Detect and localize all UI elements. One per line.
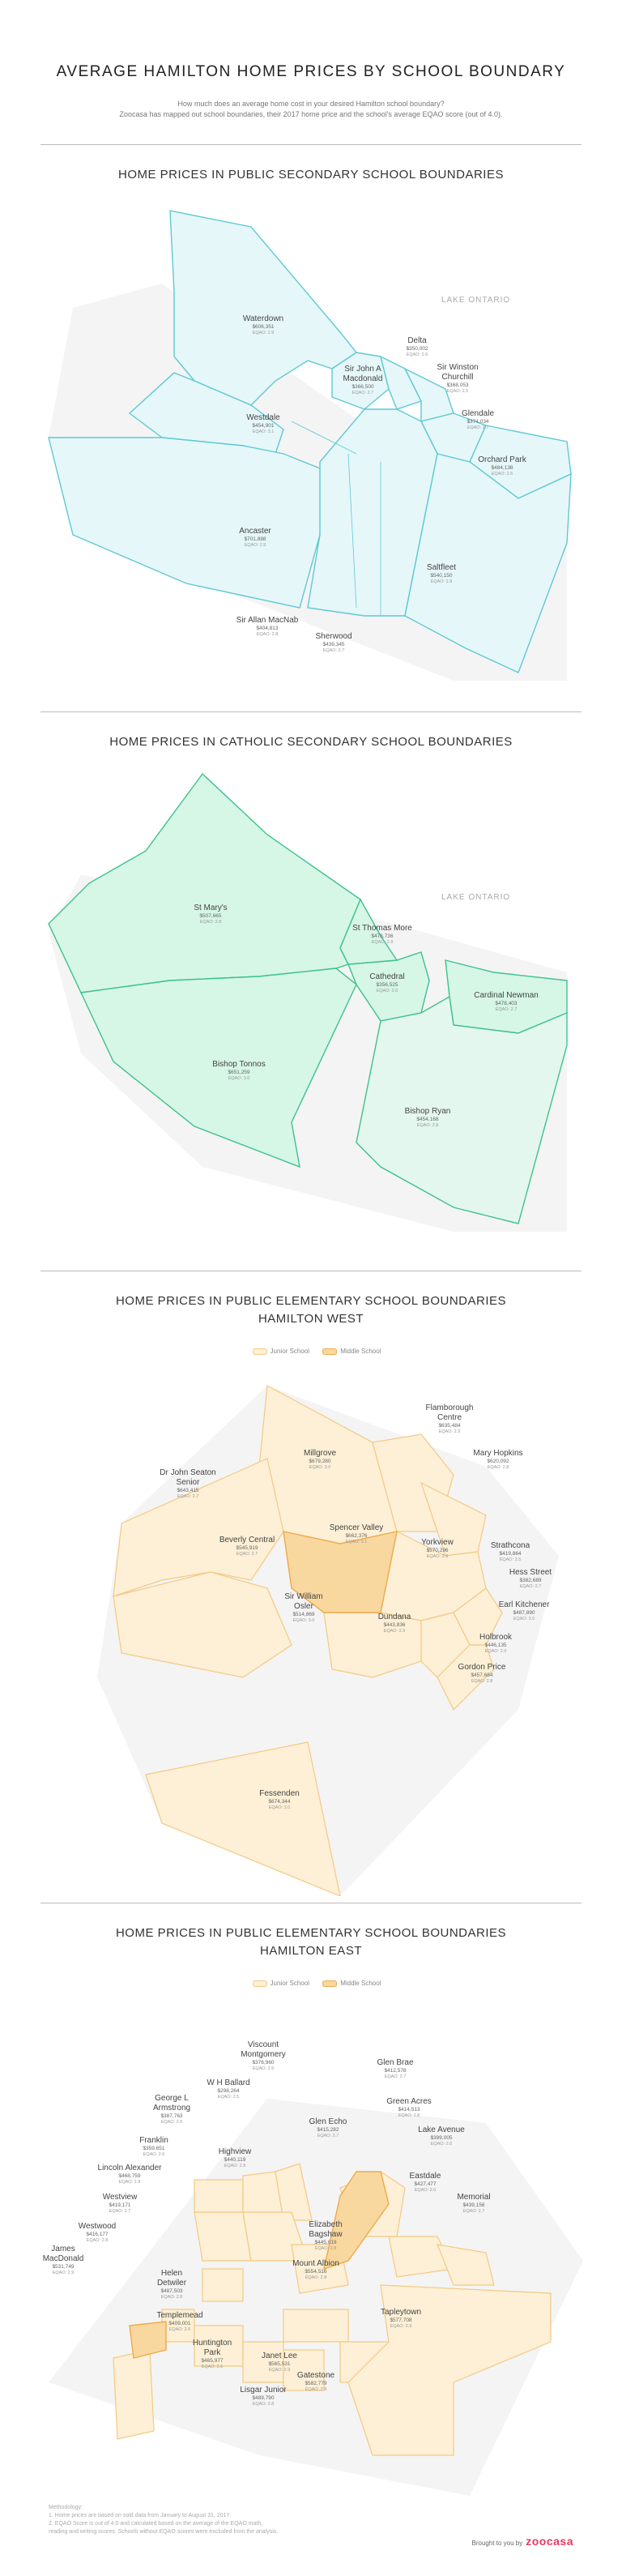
school-label: Gordon Price $457,684 EQAO: 2.8 [458,1663,506,1684]
school-label: St Thomas More $478,736 EQAO: 2.9 [352,924,412,945]
school-label: Delta $350,002 EQAO: 2.6 [406,336,428,357]
lake-ontario-label: LAKE ONTARIO [441,893,511,902]
brand-credit [472,2535,573,2548]
catholic-map [0,762,622,1248]
west-map [0,1369,622,1896]
school-label: Holbrook $446,135 EQAO: 2.9 [479,1633,513,1654]
school-label: Dr John Seaton Senior $643,415 EQAO: 2.7 [160,1468,216,1499]
divider [40,144,582,145]
boundary-franklin [194,2212,251,2261]
school-label: Waterdown $606,351 EQAO: 2.9 [242,314,284,335]
school-label: Millgrove $679,280 EQAO: 3.0 [303,1449,337,1470]
school-label: Eastdale $427,477 EQAO: 2.6 [409,2172,441,2193]
school-label: Sir Allan MacNab $404,813 EQAO: 2.8 [236,616,299,637]
west-title-line-1: HOME PRICES IN PUBLIC ELEMENTARY SCHOOL BOUNDARIES [115,1294,507,1308]
boundary-lincoln [202,2269,243,2301]
school-label: W H Ballard $298,264 EQAO: 2.5 [207,2078,250,2100]
school-label: Hess Street $382,689 EQAO: 2.7 [509,1568,552,1589]
school-label: Helen Detwiler $487,503 EQAO: 2.8 [156,2269,187,2300]
junior-legend-label: Junior School [270,1348,309,1355]
school-label: Cathedral $356,525 EQAO: 2.6 [369,972,405,993]
school-label: Dundana $443,836 EQAO: 2.9 [377,1613,411,1634]
school-label: Sir John A Macdonald $366,500 EQAO: 2.7 [343,365,383,395]
school-label: Cardinal Newman $478,403 EQAO: 2.7 [474,991,539,1012]
intro-text [0,99,622,120]
school-label: Glendale $374,034 EQAO: 2.7 [461,409,495,430]
school-label: Glen Brae $412,578 EQAO: 2.7 [377,2058,414,2079]
school-label: Templemead $409,001 EQAO: 2.6 [156,2311,203,2332]
methodology-heading: Methodology: [49,2505,83,2510]
intro-line-1: How much does an average home cost in your desired Hamilton school boundary? [177,100,445,108]
school-label: St Mary's $507,665 EQAO: 2.8 [194,904,228,925]
school-label: Bishop Ryan $454,168 EQAO: 2.8 [404,1107,451,1128]
middle-legend-label: Middle School [340,1348,381,1355]
secondary-map-svg [0,194,622,681]
school-label: Earl Kitchener $487,890 EQAO: 3.0 [498,1600,550,1621]
east-section-title [0,1925,622,1960]
divider [40,711,582,712]
school-label: Ancaster $701,888 EQAO: 2.9 [239,527,271,548]
school-label: Lisgar Junior $489,790 EQAO: 2.8 [240,2386,287,2407]
east-title-line-2: HAMILTON EAST [260,1944,362,1958]
school-label: Fessenden $674,344 EQAO: 3.0 [259,1789,300,1810]
school-label: Sherwood $439,345 EQAO: 2.7 [315,632,352,653]
west-legend [0,1348,622,1355]
zoocasa-logo[interactable]: zoocasa [526,2535,573,2548]
lake-ontario-label: LAKE ONTARIO [441,296,511,305]
east-map [0,2001,622,2496]
west-section-title [0,1292,622,1328]
west-title-line-2: HAMILTON WEST [258,1312,364,1326]
east-title-line-1: HOME PRICES IN PUBLIC ELEMENTARY SCHOOL BOUNDARIES [115,1926,507,1940]
methodology-line-3: reading and writing scores. Schools without EQAO scores were excluded from the analysis. [49,2529,279,2535]
secondary-map [0,194,622,681]
junior-swatch [253,1980,267,1987]
boundary-ancaster [49,438,324,608]
school-label: Mount Albion $554,516 EQAO: 2.8 [292,2259,339,2280]
school-label: Bishop Tonnos $651,259 EQAO: 3.0 [212,1060,266,1081]
intro-line-2: Zoocasa has mapped out school boundaries, their 2017 home price and the school's average EQAO score (out of 4.0). [119,110,503,118]
middle-legend-label: Middle School [340,1980,381,1987]
school-label: Beverly Central $545,919 EQAO: 2.7 [219,1536,275,1557]
methodology-line-2: 2. EQAO Score is out of 4.0 and calculated based on the average of the EQAO math, [49,2521,263,2527]
school-label: Lake Avenue $399,005 EQAO: 2.6 [418,2125,465,2147]
page-title: AVERAGE HAMILTON HOME PRICES BY SCHOOL BOUNDARY [56,63,566,80]
school-label: Spencer Valley $662,376 EQAO: 3.1 [329,1523,384,1544]
school-label: Sir Winston Churchill $368,053 EQAO: 2.5 [437,363,479,394]
school-label: Westdale $454,901 EQAO: 3.1 [246,413,280,434]
school-label: Franklin $359,651 EQAO: 2.6 [139,2136,168,2157]
school-label: Memorial $439,156 EQAO: 2.7 [457,2193,491,2214]
school-label: Strathcona $419,864 EQAO: 2.5 [490,1541,530,1562]
school-label: Viscount Montgomery $376,960 EQAO: 2.5 [241,2040,286,2071]
school-label: Lincoln Alexander $468,759 EQAO: 2.8 [97,2164,162,2185]
school-label: Elizabeth Bagshaw $445,019 EQAO: 2.8 [309,2220,343,2251]
secondary-section-title: HOME PRICES IN PUBLIC SECONDARY SCHOOL BOUNDARIES [118,168,504,182]
brought-to-you-label: Brought to you by [471,2540,523,2547]
east-legend [0,1980,622,1987]
school-label: Gatestone $582,779 EQAO: 2.9 [296,2371,335,2392]
middle-swatch [322,1980,337,1987]
school-label: Green Acres $414,513 EQAO: 2.8 [386,2097,432,2118]
catholic-section-title: HOME PRICES IN CATHOLIC SECONDARY SCHOOL BOUNDARIES [109,735,513,749]
school-label: Orchard Park $484,138 EQAO: 2.6 [478,455,526,476]
school-label: James MacDonald $531,749 EQAO: 2.9 [42,2245,84,2275]
methodology-line-1: 1. Home prices are based on sold data from January to August 31, 2017. [49,2513,232,2518]
school-label: Saltfleet $540,150 EQAO: 2.8 [426,563,457,584]
school-label: George L Armstrong $387,763 EQAO: 2.6 [152,2094,191,2125]
boundary-stmarys [49,774,360,993]
school-label: Yorkview $570,296 EQAO: 2.9 [421,1538,454,1559]
school-label: Mary Hopkins $620,092 EQAO: 2.8 [473,1449,523,1470]
school-label: Flamborough Centre $635,484 EQAO: 2.9 [425,1403,474,1434]
boundary-mountalbion [283,2309,348,2342]
school-label: Westview $419,171 EQAO: 2.7 [102,2193,138,2214]
school-label: Westwood $416,177 EQAO: 2.8 [78,2222,117,2243]
school-label: Highview $440,119 EQAO: 2.8 [218,2147,252,2168]
boundary-jamesmacdonald [113,2350,154,2439]
school-label: Huntington Park $465,977 EQAO: 2.6 [192,2339,232,2369]
school-label: Tapleytown $577,708 EQAO: 2.9 [380,2308,422,2329]
methodology [49,2504,278,2536]
junior-legend-label: Junior School [270,1980,309,1987]
boundary-highview [194,2180,243,2212]
school-label: Janet Lee $565,531 EQAO: 2.9 [262,2352,297,2373]
school-label: Glen Echo $415,282 EQAO: 2.7 [309,2117,347,2138]
middle-swatch [322,1348,337,1355]
school-label: Sir William Osler $514,869 EQAO: 3.0 [284,1592,323,1623]
junior-swatch [253,1348,267,1355]
